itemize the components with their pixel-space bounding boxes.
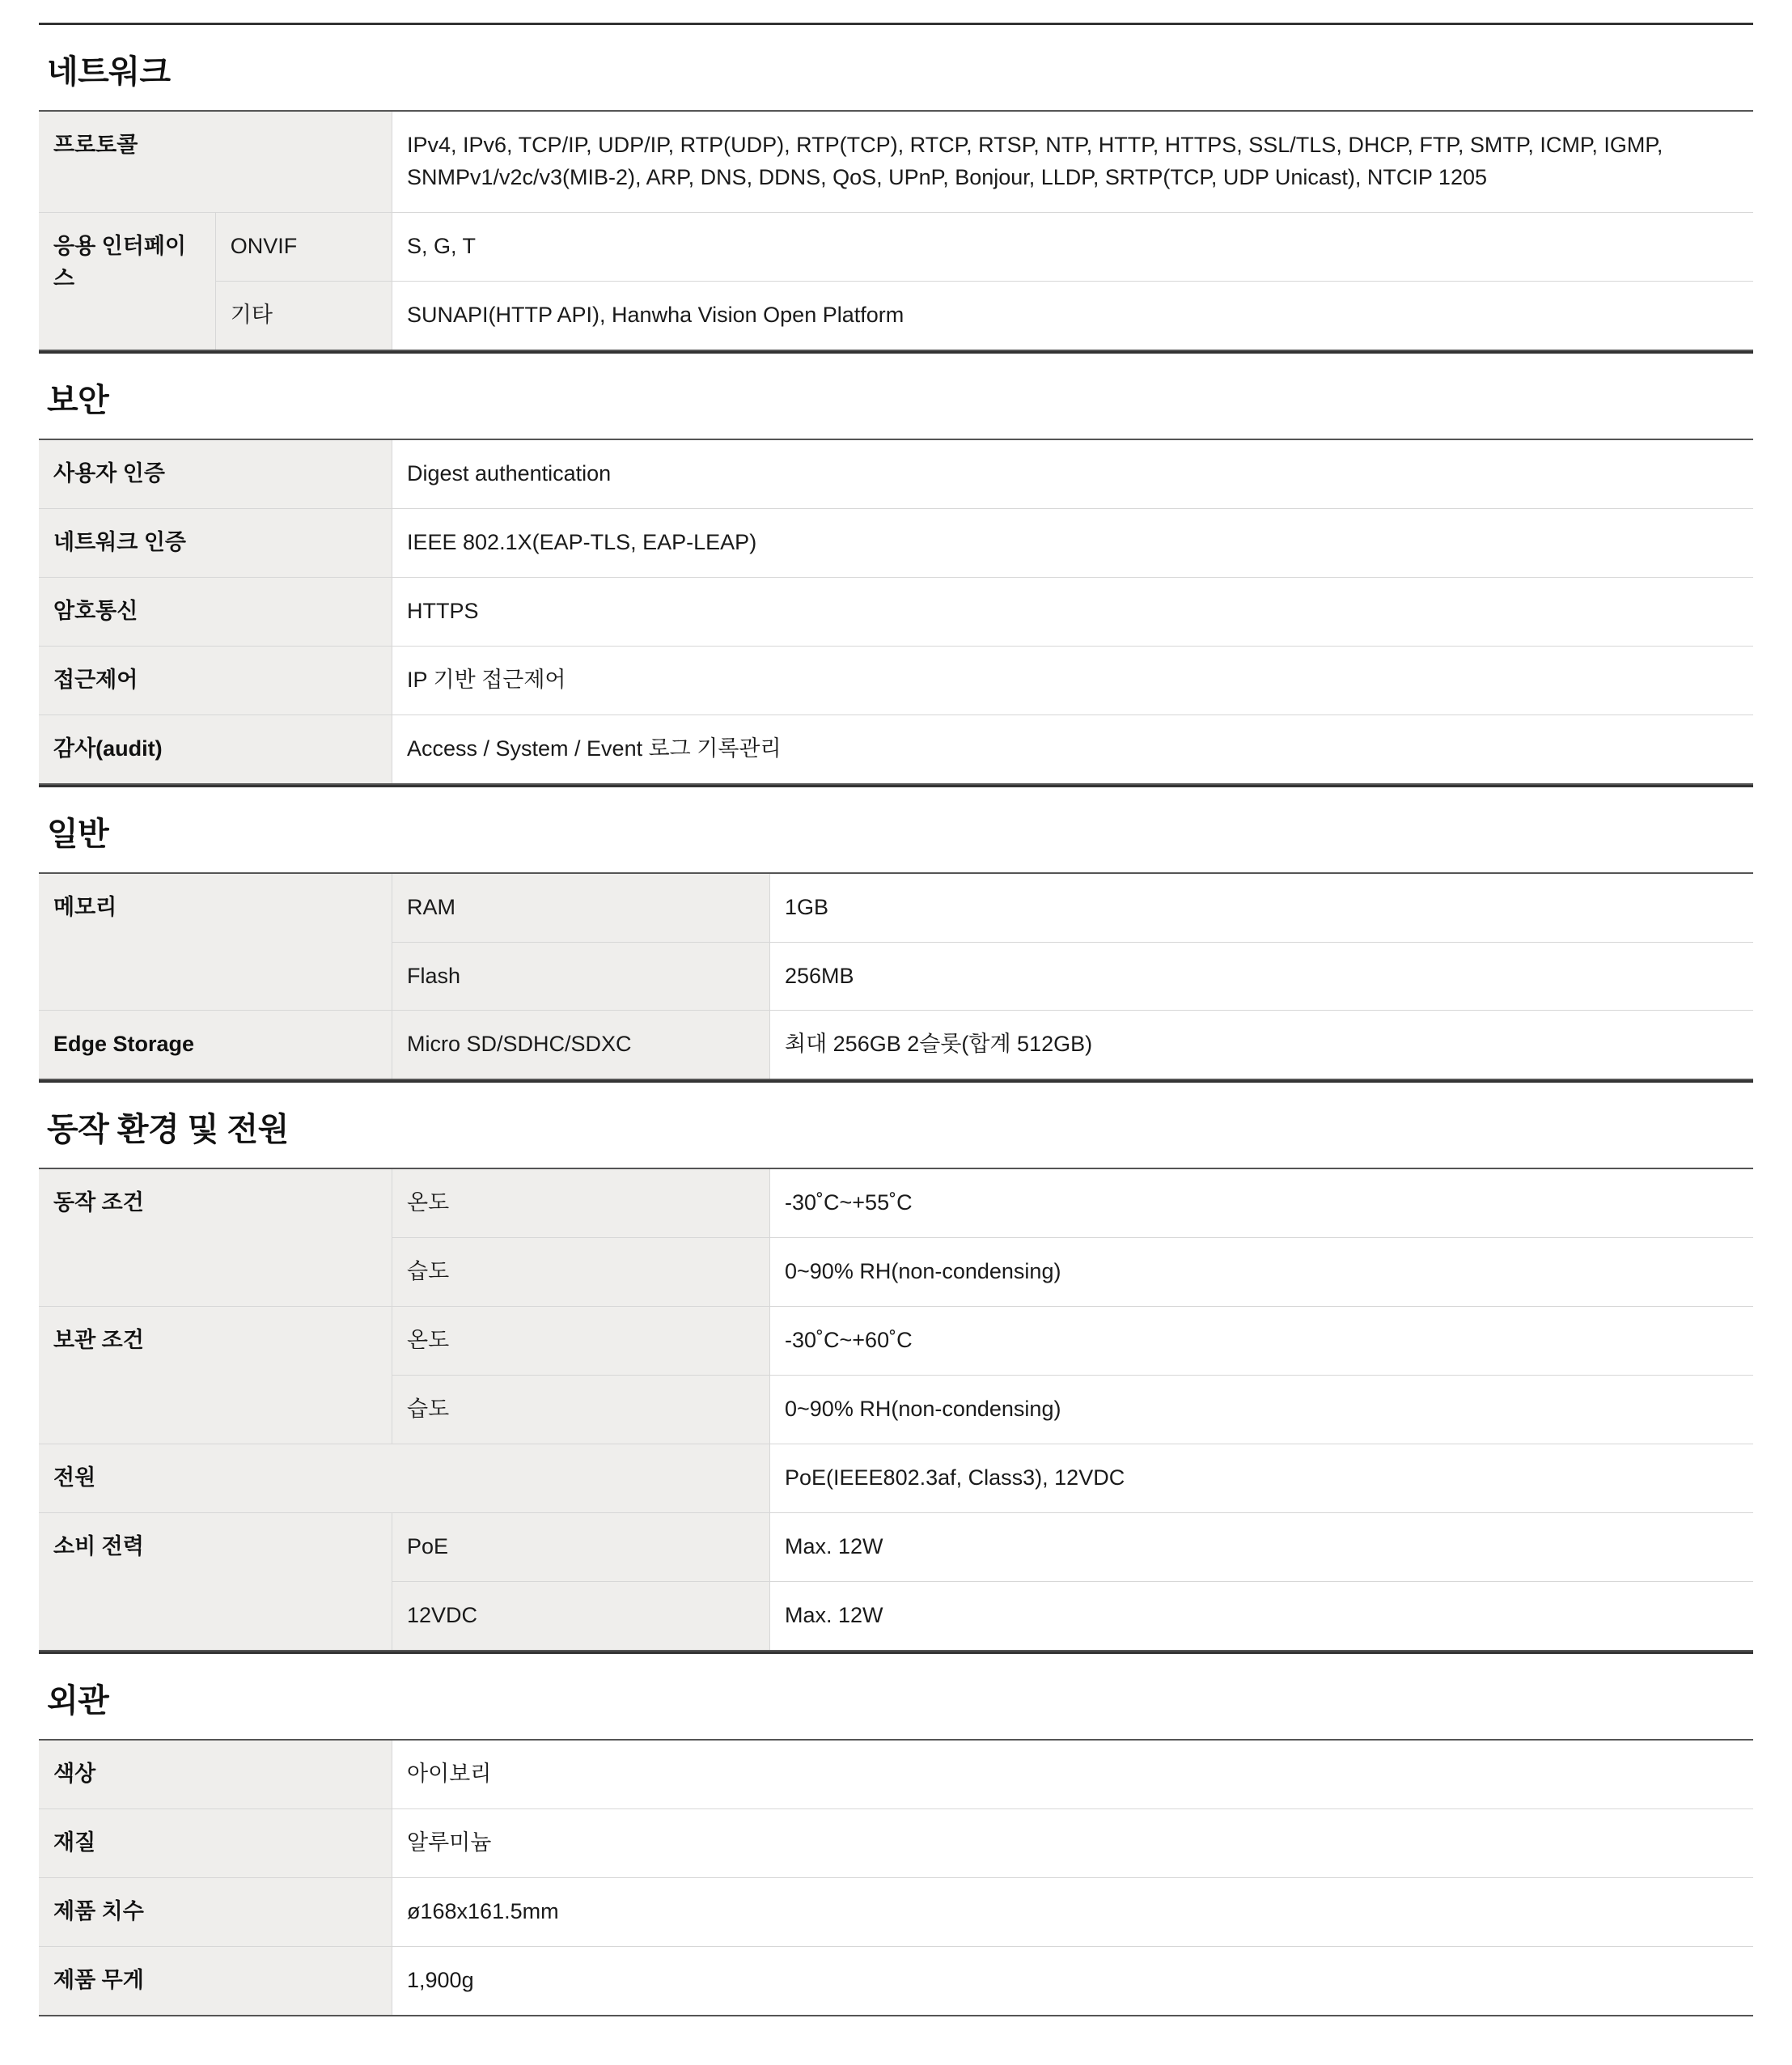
row-label-primary: 재질: [39, 1809, 392, 1878]
row-label-primary: 색상: [39, 1740, 392, 1808]
row-label-primary: 전원: [39, 1444, 770, 1513]
spec-table: [39, 1168, 1753, 1652]
row-value: IEEE 802.1X(EAP-TLS, EAP-LEAP): [392, 508, 1754, 577]
spec-section: [39, 23, 1753, 351]
row-value: Max. 12W: [770, 1513, 1754, 1582]
row-label-primary: 프로토콜: [39, 111, 392, 212]
row-value: ø168x161.5mm: [392, 1878, 1754, 1947]
row-value: 최대 256GB 2슬롯(합계 512GB): [770, 1011, 1754, 1079]
table-row: [39, 1444, 1753, 1513]
row-value: -30˚C~+55˚C: [770, 1168, 1754, 1237]
spec-table: [39, 110, 1753, 351]
row-value: -30˚C~+60˚C: [770, 1307, 1754, 1376]
row-value: 0~90% RH(non-condensing): [770, 1238, 1754, 1307]
section-title: 네트워크: [39, 23, 1753, 110]
row-value: Max. 12W: [770, 1582, 1754, 1651]
row-label-secondary: Flash: [392, 942, 770, 1011]
row-label-primary: 메모리: [39, 873, 392, 1011]
row-value: Digest authentication: [392, 439, 1754, 508]
row-label-secondary: ONVIF: [215, 212, 392, 281]
table-row: [39, 1513, 1753, 1582]
row-label-secondary: 온도: [392, 1307, 770, 1376]
table-row: [39, 1011, 1753, 1079]
table-row: [39, 1809, 1753, 1878]
spec-section: [39, 1652, 1753, 2016]
spec-section: [39, 351, 1753, 785]
table-row: [39, 1946, 1753, 2015]
row-value: SUNAPI(HTTP API), Hanwha Vision Open Platform: [392, 281, 1754, 350]
row-value: 1GB: [770, 873, 1754, 942]
spec-section: [39, 1080, 1753, 1652]
table-row: [39, 646, 1753, 714]
table-row: [39, 111, 1753, 212]
row-label-primary: 응용 인터페이스: [39, 212, 215, 350]
row-label-primary: 암호통신: [39, 577, 392, 646]
spec-section: [39, 785, 1753, 1081]
row-label-primary: 사용자 인증: [39, 439, 392, 508]
spec-table: [39, 439, 1753, 785]
row-label-primary: 소비 전력: [39, 1513, 392, 1651]
table-row: [39, 281, 1753, 350]
row-value: IPv4, IPv6, TCP/IP, UDP/IP, RTP(UDP), RTP(TCP), RTCP, RTSP, NTP, HTTP, HTTPS, SSL/TLS, DHCP, FTP, SMTP, ICMP, IGMP, SNMPv1/v2c/v3(MIB-2), ARP, DNS, DDNS, QoS, UPnP, Bonjour, LLDP, SRTP(TCP, UDP Unicast), NTCIP 1205: [392, 111, 1754, 212]
row-label-secondary: 기타: [215, 281, 392, 350]
row-label-primary: 보관 조건: [39, 1307, 392, 1444]
row-label-primary: Edge Storage: [39, 1011, 392, 1079]
row-label-secondary: 습도: [392, 1376, 770, 1444]
row-value: 256MB: [770, 942, 1754, 1011]
table-row: [39, 577, 1753, 646]
table-row: [39, 212, 1753, 281]
row-value: 아이보리: [392, 1740, 1754, 1808]
row-label-secondary: PoE: [392, 1513, 770, 1582]
row-label-primary: 접근제어: [39, 646, 392, 714]
spec-table: [39, 872, 1753, 1081]
section-title: 외관: [39, 1652, 1753, 1739]
row-label-primary: 감사(audit): [39, 714, 392, 783]
row-value: 알루미늄: [392, 1809, 1754, 1878]
row-label-secondary: Micro SD/SDHC/SDXC: [392, 1011, 770, 1079]
row-label-primary: 제품 무게: [39, 1946, 392, 2015]
table-row: [39, 439, 1753, 508]
section-title: 보안: [39, 351, 1753, 439]
section-title: 일반: [39, 785, 1753, 872]
table-row: [39, 1168, 1753, 1237]
row-label-secondary: RAM: [392, 873, 770, 942]
row-value: S, G, T: [392, 212, 1754, 281]
table-row: [39, 873, 1753, 942]
table-row: [39, 714, 1753, 783]
row-label-secondary: 습도: [392, 1238, 770, 1307]
row-label-primary: 제품 치수: [39, 1878, 392, 1947]
table-row: [39, 1307, 1753, 1376]
row-value: HTTPS: [392, 577, 1754, 646]
section-title: 동작 환경 및 전원: [39, 1080, 1753, 1168]
row-label-primary: 동작 조건: [39, 1168, 392, 1306]
row-value: Access / System / Event 로그 기록관리: [392, 714, 1754, 783]
row-value: 0~90% RH(non-condensing): [770, 1376, 1754, 1444]
row-value: 1,900g: [392, 1946, 1754, 2015]
table-row: [39, 1740, 1753, 1808]
spec-table: [39, 1739, 1753, 2016]
row-label-secondary: 12VDC: [392, 1582, 770, 1651]
row-value: PoE(IEEE802.3af, Class3), 12VDC: [770, 1444, 1754, 1513]
row-value: IP 기반 접근제어: [392, 646, 1754, 714]
row-label-secondary: 온도: [392, 1168, 770, 1237]
row-label-primary: 네트워크 인증: [39, 508, 392, 577]
table-row: [39, 508, 1753, 577]
